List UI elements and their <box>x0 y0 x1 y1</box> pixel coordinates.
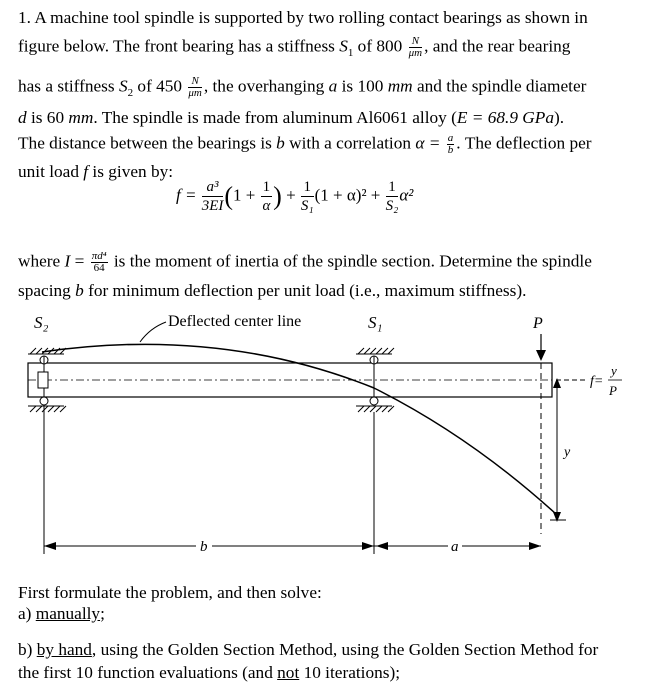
deflection-equation: f = $\frac{\text{a³}}{3EI}$ (1 + $\frac{1}{\alpha}$ ) + $\frac{1}{\text{S₁}}$ (1 + α)² + $\frac{1}{\text{S₂}}$ α² <box>176 179 414 214</box>
intro-line-1: 1. A machine tool spindle is supported by two rolling contact bearings as shown in <box>18 8 588 27</box>
spacing-line: spacing b for minimum deflection per unit load (i.e., maximum stiffness). <box>18 281 527 300</box>
formulate-line: First formulate the problem, and then solve: <box>18 583 322 602</box>
label-s1: S₁ <box>368 313 383 332</box>
intro-line-3: has a stiffness $S_2$ of 450 $\frac{N}{\mu m}$ , the overhanging a is 100 mm and the spindle diameter <box>18 75 587 99</box>
intro-line-2: figure below. The front bearing has a stiffness $S_1$ of 800 $\frac{N}{\mu m}$ , and the rear bearing <box>18 35 571 59</box>
task-b-line-1: b) by hand, using the Golden Section Method, using the Golden Section Method for <box>18 640 599 659</box>
label-p: P <box>533 315 543 332</box>
task-a: a) manually; <box>18 604 105 623</box>
label-b: b <box>200 539 208 555</box>
inertia-fraction: $\frac{\text{πd⁴}}{64}$ <box>91 250 107 274</box>
task-b-line-2: the first 10 function evaluations (and not 10 iterations); <box>18 663 401 682</box>
label-deflected: Deflected center line <box>168 313 302 330</box>
intro-line-4: d is 60 mm. The spindle is made from aluminum Al6061 alloy (E = 68.9 GPa). <box>18 108 565 127</box>
label-y: y <box>564 445 571 460</box>
unit-fraction: $\frac{N}{\mu m}$ <box>188 75 202 99</box>
unit-fraction: $\frac{N}{\mu m}$ <box>408 35 423 59</box>
label-f-den: P <box>609 383 617 398</box>
intro-line-5: The distance between the bearings is b with a correlation α = $\frac{a}{b}$ . The deflection per <box>18 132 592 156</box>
alpha-fraction: $\frac{a}{b}$ <box>447 132 454 156</box>
label-f: f= <box>590 374 604 389</box>
label-s2: S₂ <box>34 313 49 332</box>
deflected-curve <box>42 344 556 514</box>
label-f-num: y <box>611 363 617 378</box>
spindle-figure <box>0 306 665 566</box>
label-a: a <box>451 539 459 555</box>
where-line: where I = $\frac{\text{πd⁴}}{64}$ is the moment of inertia of the spindle section. Determine the spindle <box>18 250 592 274</box>
intro-line-6: unit load f is given by: <box>18 162 174 181</box>
